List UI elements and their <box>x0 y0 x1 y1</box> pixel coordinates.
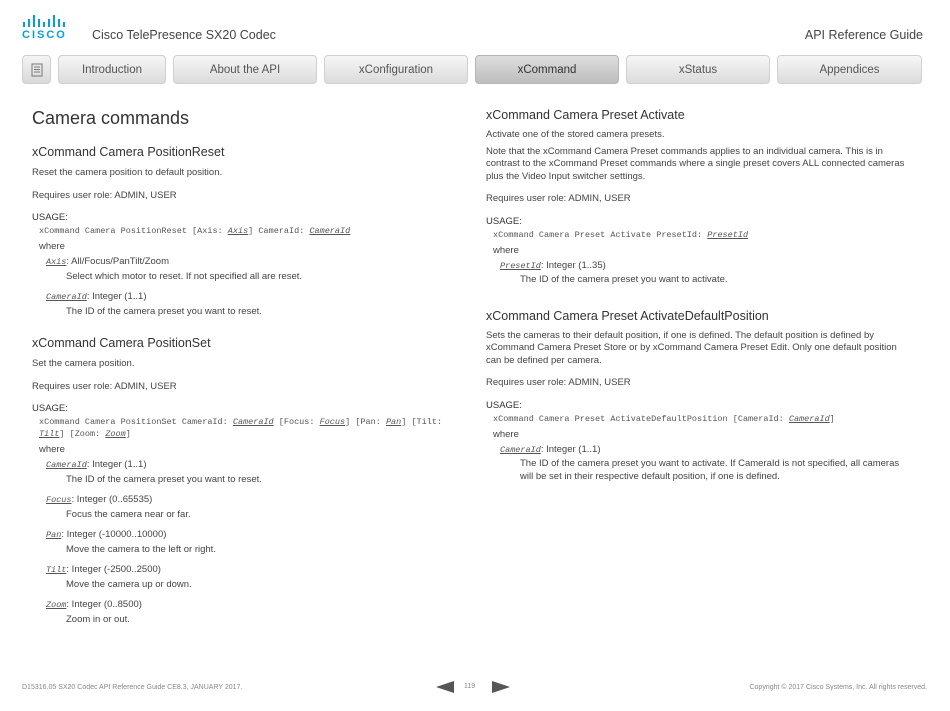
usage-label: USAGE: <box>32 403 68 414</box>
section-preset-activate <box>486 108 906 287</box>
param-description: The ID of the camera preset you want to reset. <box>66 473 262 485</box>
tab-introduction[interactable]: Introduction <box>58 55 166 84</box>
where-label: where <box>39 241 65 252</box>
where-label: where <box>493 428 519 440</box>
guide-title: API Reference Guide <box>804 28 923 42</box>
usage-command: xCommand Camera Preset Activate PresetId: PresetId <box>493 229 749 240</box>
user-role: Requires user role: ADMIN, USER <box>486 377 631 388</box>
param-pan: Pan: Integer (-10000..10000) <box>46 529 167 540</box>
section-title: xCommand Camera Preset Activate <box>486 108 685 122</box>
section-description: Set the camera position. <box>32 358 135 369</box>
document-list-icon <box>30 63 44 77</box>
param-presetid: PresetId: Integer (1..35) <box>500 259 606 271</box>
right-column <box>486 108 906 497</box>
user-role: Requires user role: ADMIN, USER <box>32 189 177 201</box>
param-zoom: Zoom: Integer (0..8500) <box>46 599 142 610</box>
section-note: Note that the xCommand Camera Preset commands applies to an individual camera. This is in contrast to the xCommand Preset commands where a single preset covers ALL connected cameras plus the Video Input switcher settings. <box>486 145 905 182</box>
next-page-icon[interactable] <box>492 681 510 693</box>
page-footer <box>0 680 950 700</box>
previous-page-icon[interactable] <box>436 681 454 693</box>
param-description: The ID of the camera preset you want to activate. If CameraId is not specified, all cameras will be set in their respective default position, if one is defined. <box>520 458 900 482</box>
param-axis: Axis: All/Focus/PanTilt/Zoom <box>46 256 170 267</box>
cisco-logo <box>22 15 66 41</box>
param-description: Move the camera up or down. <box>66 578 192 590</box>
where-label: where <box>39 444 65 455</box>
page-number: 119 <box>464 683 476 690</box>
main-nav <box>22 55 923 84</box>
tab-xstatus[interactable]: xStatus <box>626 55 770 84</box>
usage-command: xCommand Camera PositionReset [Axis: Axis] CameraId: CameraId <box>39 226 351 236</box>
cisco-logo-text: CISCO <box>22 29 67 41</box>
section-description: Activate one of the stored camera presets. <box>486 129 665 140</box>
user-role: Requires user role: ADMIN, USER <box>486 193 631 204</box>
pager <box>436 680 516 694</box>
param-description: Select which motor to reset. If not specified all are reset. <box>66 270 303 282</box>
param-description: Focus the camera near or far. <box>66 508 191 520</box>
param-focus: Focus: Integer (0..65535) <box>46 494 153 505</box>
section-position-reset <box>32 145 452 318</box>
tab-about-the-api[interactable]: About the API <box>173 55 317 84</box>
user-role: Requires user role: ADMIN, USER <box>32 380 177 392</box>
section-description: Sets the cameras to their default position, if one is defined. The default position is defined by xCommand Camera Preset Store or by xCommand Camera Preset Edit. Only one default position can be defined per camera. <box>486 329 897 366</box>
tab-appendices[interactable]: Appendices <box>777 55 922 84</box>
copyright: Copyright © 2017 Cisco Systems, Inc. All rights reserved. <box>749 684 927 691</box>
where-label: where <box>493 244 519 256</box>
section-description: Reset the camera position to default position. <box>32 167 223 178</box>
section-title: xCommand Camera Preset ActivateDefaultPosition <box>486 308 769 323</box>
usage-command: xCommand Camera PositionSet CameraId: CameraId [Focus: Focus] [Pan: Pan] [Tilt: Tilt] [Zoom: Zoom] <box>39 417 443 439</box>
section-title: xCommand Camera PositionReset <box>32 145 225 159</box>
left-column <box>32 108 452 640</box>
usage-label: USAGE: <box>32 212 68 223</box>
param-tilt: Tilt: Integer (-2500..2500) <box>46 564 161 575</box>
cisco-logo-bars-icon <box>23 15 66 27</box>
section-position-set <box>32 336 452 626</box>
product-title: Cisco TelePresence SX20 Codec <box>92 28 276 42</box>
tab-xcommand[interactable]: xCommand <box>475 55 619 84</box>
param-cameraid: CameraId: Integer (1..1) <box>500 443 601 455</box>
param-cameraid: CameraId: Integer (1..1) <box>46 291 147 302</box>
param-description: The ID of the camera preset you want to reset. <box>66 305 262 317</box>
usage-label: USAGE: <box>486 215 522 227</box>
param-description: The ID of the camera preset you want to activate. <box>520 274 728 285</box>
contents-button[interactable] <box>22 55 51 84</box>
section-title: xCommand Camera PositionSet <box>32 336 211 350</box>
usage-label: USAGE: <box>486 399 522 411</box>
document-id: D15316.05 SX20 Codec API Reference Guide CE8.3, JANUARY 2017. <box>22 684 243 691</box>
param-description: Move the camera to the left or right. <box>66 543 216 555</box>
tab-xconfiguration[interactable]: xConfiguration <box>324 55 468 84</box>
section-preset-activate-default <box>486 309 906 484</box>
page-title: Camera commands <box>32 108 190 128</box>
param-description: Zoom in or out. <box>66 613 130 625</box>
page-header <box>0 0 950 52</box>
param-cameraid: CameraId: Integer (1..1) <box>46 459 147 470</box>
usage-command: xCommand Camera Preset ActivateDefaultPosition [CameraId: CameraId] <box>493 413 835 424</box>
